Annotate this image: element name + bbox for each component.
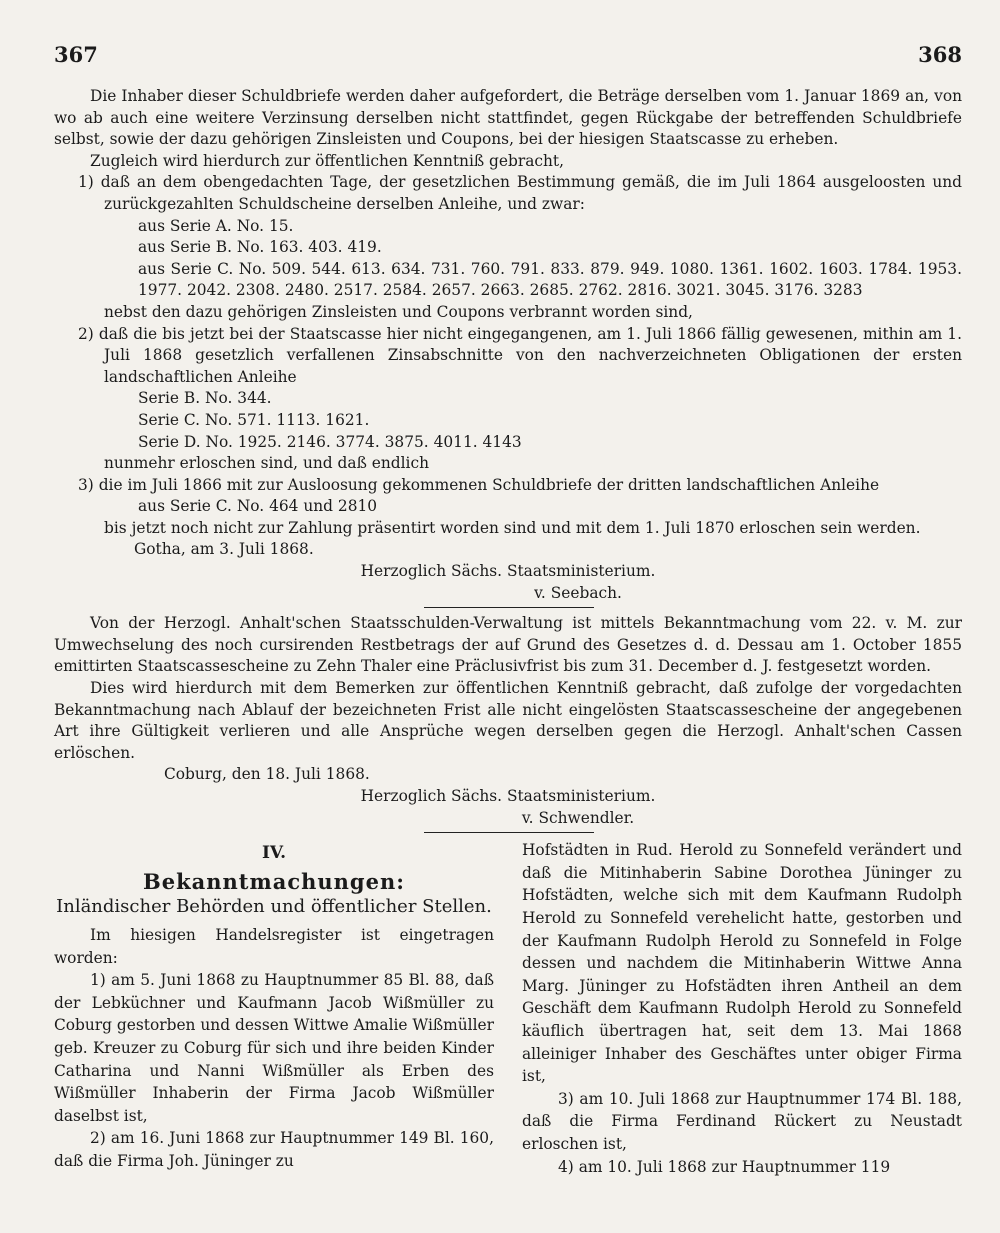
section-number: IV. (261, 843, 287, 864)
list-item-1-end: nebst den dazu gehörigen Zinsleisten und Coupons verbrannt worden sind, (104, 302, 693, 321)
right-column (522, 839, 962, 1178)
register-entry-3: 3) am 10. Juli 1868 zur Hauptnummer 174 Bl. 188, daß die Firma Ferdinand Rückert zu Neustadt erloschen ist, (522, 1089, 962, 1153)
serie-line: Serie B. No. 344. (138, 389, 272, 408)
two-column-section (54, 839, 962, 1178)
list-item-2: 2) daß die bis jetzt bei der Staatscasse hier nicht eingegangenen, am 1. Juli 1866 fällig gewesenen, mithin am 1. Juli 1868 gesetzlich verfallenen Zinsabschnitte von den nachverzeichneten Obligationen der ersten landschaftlichen Anleihe (78, 324, 962, 386)
section-subtitle: Inländischer Behörden und öffentlicher Stellen. (56, 896, 492, 918)
register-entry-4: 4) am 10. Juli 1868 zur Hauptnummer 119 (558, 1157, 891, 1176)
signature-org-2: Herzoglich Sächs. Staatsministerium. (360, 787, 656, 805)
divider (424, 832, 594, 833)
list-item-2-end: nunmehr erloschen sind, und daß endlich (104, 454, 429, 473)
serie-line: Serie D. No. 1925. 2146. 3774. 3875. 4011. 4143 (138, 432, 522, 451)
document-body (54, 86, 962, 1178)
section-title: Bekanntmachungen: (143, 868, 405, 894)
page-number-left: 367 (54, 42, 98, 67)
register-intro: Im hiesigen Handelsregister ist eingetragen worden: (54, 925, 494, 967)
list-item-1: 1) daß an dem obengedachten Tage, der gesetzlichen Bestimmung gemäß, die im Juli 1864 ausgeloosten und zurückgezahlten Schuldscheine derselben Anleihe, und zwar: (78, 173, 962, 213)
page-number-right: 368 (918, 42, 962, 67)
place-date-2: Coburg, den 18. Juli 1868. (164, 765, 370, 784)
register-entry-1: 1) am 5. Juni 1868 zu Hauptnummer 85 Bl. 88, daß der Lebküchner und Kaufmann Jacob Wißmüller zu Coburg gestorben und dessen Wittwe Amalie Wißmüller geb. Kreuzer zu Coburg für sich und ihre beiden Kinder Catharina und Nanni Wißmüller als Erben des Wißmüller Inhaberin der Firma Jacob Wißmüller daselbst ist, (54, 971, 494, 1125)
serie-line: aus Serie C. No. 509. 544. 613. 634. 731. 760. 791. 833. 879. 949. 1080. 1361. 1602. 1603. 1784. 1953. 1977. 2042. 2308. 2480. 2517. 2584. 2657. 2663. 2685. 2762. 2816. 3021. 3045. 3176. 3283 (138, 259, 962, 300)
place-date-1: Gotha, am 3. Juli 1868. (134, 540, 314, 559)
serie-line: aus Serie C. No. 464 und 2810 (138, 497, 378, 516)
divider (424, 607, 594, 608)
paragraph-3: Von der Herzogl. Anhalt'schen Staatsschulden-Verwaltung ist mittels Bekanntmachung vom 22. v. M. zur Umwechselung des noch cursirenden Restbetrags der auf Grund des Gesetzes d. d. Dessau am 1. October 1855 emittirten Staatscassescheine zu Zehn Thaler eine Präclusivfrist bis zum 31. December d. J. festgesetzt worden. (54, 614, 962, 676)
paragraph-2: Zugleich wird hierdurch zur öffentlichen Kenntniß gebracht, (90, 151, 565, 170)
paragraph-4: Dies wird hierdurch mit dem Bemerken zur öffentlichen Kenntniß gebracht, daß zufolge der vorgedachten Bekanntmachung nach Ablauf der bezeichneten Frist alle nicht eingelösten Staatscassescheine der angegebenen Art ihre Gültigkeit verlieren und alle Ansprüche wegen derselben gegen die Herzogl. Anhalt'schen Cassen erlöschen. (54, 679, 962, 762)
signature-org-1: Herzoglich Sächs. Staatsministerium. (360, 562, 656, 581)
signature-name-2: v. Schwendler. (521, 808, 635, 827)
paragraph-1: Die Inhaber dieser Schuldbriefe werden daher aufgefordert, die Beträge derselben vom 1. Januar 1869 an, von wo ab auch eine weitere Verzinsung derselben nicht stattfindet, gegen Rückgabe der betreffenden Schuldbriefe selbst, sowie der dazu gehörigen Zinsleisten und Coupons, bei der hiesigen Staatscasse zu erheben. (54, 87, 962, 149)
list-item-3-end: bis jetzt noch nicht zur Zahlung präsentirt worden sind und mit dem 1. Juli 1870 erloschen sein werden. (104, 518, 921, 537)
serie-line: aus Serie A. No. 15. (138, 216, 294, 235)
left-column (54, 839, 494, 1178)
serie-line: Serie C. No. 571. 1113. 1621. (138, 410, 370, 429)
serie-line: aus Serie B. No. 163. 403. 419. (138, 238, 382, 257)
register-entry-2-cont: Hofstädten in Rud. Herold zu Sonnefeld verändert und daß die Mitinhaberin Sabine Dorothea Jüninger zu Hofstädten, welche sich mit dem Kaufmann Rudolph Herold zu Sonnefeld verehelicht hatte, gestorben und der Kaufmann Rudolph Herold zu Sonnefeld in Folge dessen und nachdem die Mitinhaberin Wittwe Anna Marg. Jüninger zu Hofstädten ihren Antheil an dem Geschäft dem Kaufmann Rudolph Herold zu Sonnefeld käuflich übertragen hat, seit dem 13. Mai 1868 alleiniger Inhaber des Geschäftes unter obiger Firma ist, (522, 841, 962, 1086)
signature-name-1: v. Seebach. (534, 583, 622, 602)
register-entry-2: 2) am 16. Juni 1868 zur Hauptnummer 149 Bl. 160, daß die Firma Joh. Jüninger zu (54, 1129, 494, 1170)
list-item-3: 3) die im Juli 1866 mit zur Ausloosung gekommenen Schuldbriefe der dritten landschaftlichen Anleihe (78, 475, 880, 494)
